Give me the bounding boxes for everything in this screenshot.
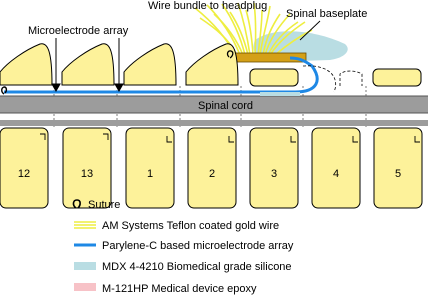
legend-label-silicone: MDX 4-4210 Biomedical grade silicone [102, 261, 292, 273]
vertebra-label: 4 [332, 168, 340, 180]
cord-lower-band [0, 120, 428, 126]
legend-label-suture: Suture [88, 199, 121, 211]
dorsal-vertebrae [0, 44, 421, 86]
legend-label-parylene: Parylene-C based microelectrode array [102, 240, 294, 252]
legend-label-gold-wire: AM Systems Teflon coated gold wire [102, 220, 280, 232]
gold-wire-icon [74, 222, 96, 228]
wire-loop-dashed [303, 66, 336, 92]
vertebra-label: 13 [80, 168, 94, 180]
array-silicone-coating [260, 92, 300, 96]
wire-bundle-label: Wire bundle to headplug [148, 0, 268, 12]
spinal-baseplate-label: Spinal baseplate [286, 8, 368, 20]
vertebra-label: 2 [208, 168, 216, 180]
vertebra-label: 3 [270, 168, 278, 180]
legend [73, 199, 293, 295]
vertebra-label: 5 [394, 168, 402, 180]
hidden-vertebra-outline [340, 71, 362, 86]
epoxy-swatch-icon [74, 283, 96, 291]
microelectrode-array-label: Microelectrode array [28, 25, 129, 37]
vertebra-label: 1 [146, 168, 154, 180]
vertebra-label: 12 [17, 168, 31, 180]
silicone-swatch-icon [74, 262, 96, 270]
legend-label-epoxy: M-121HP Medical device epoxy [102, 283, 257, 295]
spinal-cord-label: Spinal cord [198, 100, 254, 112]
